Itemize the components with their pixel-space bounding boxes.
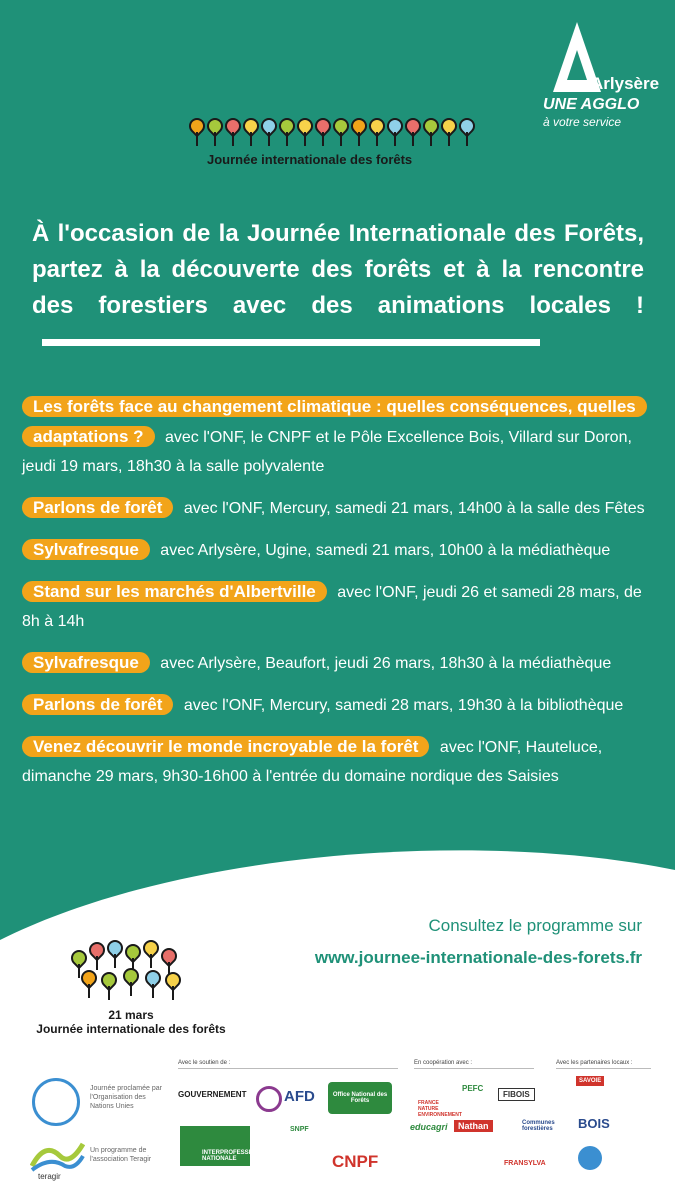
fibois-logo: FIBOIS bbox=[498, 1088, 535, 1101]
bottom-logo-title: Journée internationale des forêts bbox=[36, 1022, 226, 1036]
arlysere-agglo: UNE AGGLO bbox=[543, 96, 640, 113]
savoie-logo: SAVOIE bbox=[576, 1076, 604, 1086]
fransylva-logo: FRANSYLVA bbox=[504, 1160, 546, 1167]
onf-logo: Office National des Forêts bbox=[328, 1082, 392, 1114]
nathan-logo: Nathan bbox=[454, 1120, 493, 1132]
event-item bbox=[22, 577, 647, 636]
event-item bbox=[22, 690, 647, 720]
local-label: Avec les partenaires locaux : bbox=[556, 1060, 651, 1069]
event-details: avec Arlysère, Ugine, samedi 21 mars, 10h00 à la médiathèque bbox=[160, 542, 611, 559]
event-title: Stand sur les marchés d'Albertville bbox=[22, 581, 327, 602]
pole-excellence-bois-logo: BOIS bbox=[578, 1116, 610, 1131]
event-title: Venez découvrir le monde incroyable de la forêt bbox=[22, 736, 429, 757]
event-details: avec l'ONF, Mercury, samedi 21 mars, 14h00 à la salle des Fêtes bbox=[183, 500, 645, 517]
events-list bbox=[22, 392, 647, 803]
event-title: Parlons de forêt bbox=[22, 694, 173, 715]
intro-rule bbox=[42, 339, 540, 346]
event-details: avec l'ONF, le CNPF et le Pôle Excellence Bois, Villard sur Doron, jeudi 19 mars, 18h30 à la salle polyvalente bbox=[22, 429, 632, 475]
event-item bbox=[22, 535, 647, 565]
snpf-logo: SNPF bbox=[290, 1126, 309, 1133]
event-title: Parlons de forêt bbox=[22, 497, 173, 518]
header-title: Journée internationale des forêts bbox=[207, 152, 413, 167]
trees-illustration bbox=[185, 102, 485, 146]
event-details: avec Arlysère, Beaufort, jeudi 26 mars, 18h30 à la médiathèque bbox=[160, 655, 612, 672]
arlysere-name: Arlysère bbox=[591, 74, 660, 93]
event-item bbox=[22, 732, 647, 791]
bottom-logo-date: 21 mars bbox=[108, 1008, 154, 1022]
event-details: avec l'ONF, jeudi 26 et samedi 28 mars, de 8h à 14h bbox=[22, 584, 642, 630]
intro-text bbox=[32, 216, 644, 360]
arlysere-small-icon bbox=[578, 1146, 602, 1170]
event-item bbox=[22, 648, 647, 678]
trees-illustration bbox=[71, 928, 191, 1002]
fne-logo: FRANCE NATURE ENVIRONNEMENT bbox=[418, 1100, 462, 1118]
communes-forestieres-logo: Communes forestières bbox=[522, 1120, 555, 1132]
support-label: Avec le soutien de : bbox=[178, 1060, 398, 1069]
event-details: avec l'ONF, Mercury, samedi 28 mars, 19h30 à la bibliothèque bbox=[183, 697, 624, 714]
teragir-logo-icon bbox=[30, 1136, 85, 1174]
website-link[interactable]: www.journee-internationale-des-forets.fr bbox=[314, 948, 642, 967]
cnpf-logo: CNPF bbox=[332, 1152, 379, 1171]
event-title: Les forêts face au changement climatique : quelles conséquences, quelles adaptations ? bbox=[22, 396, 647, 447]
teragir-name: teragir bbox=[38, 1172, 61, 1181]
un-text: Journée proclamée par l'Organisation des Nations Unies bbox=[90, 1085, 162, 1110]
event-details: avec l'ONF, Hauteluce, dimanche 29 mars, 9h30-16h00 à l'entrée du domaine nordique des Saisies bbox=[22, 739, 603, 785]
arlysere-logo bbox=[533, 22, 660, 132]
event-title: Sylvafresque bbox=[22, 539, 150, 560]
partners-section bbox=[0, 1060, 675, 1200]
afd-ring-icon bbox=[256, 1086, 282, 1112]
jif-bottom-logo bbox=[26, 928, 236, 1036]
arlysere-service: à votre service bbox=[543, 115, 622, 129]
interprofession-logo: INTERPROFESSION NATIONALE bbox=[180, 1126, 250, 1166]
event-item bbox=[22, 493, 647, 523]
educagri-logo: educagri bbox=[410, 1122, 448, 1132]
afd-logo: AFD bbox=[284, 1088, 315, 1105]
intro-sentence: À l'occasion de la Journée Internationale des Forêts, partez à la découverte des forêts et à la rencontre des forestiers avec des animations locales ! bbox=[32, 220, 644, 319]
coop-label: En coopération avec : bbox=[414, 1060, 534, 1069]
event-title: Sylvafresque bbox=[22, 652, 150, 673]
jif-logo bbox=[185, 102, 485, 167]
un-logo-icon bbox=[32, 1078, 80, 1126]
teragir-text: Un programme de l'association Teragir bbox=[90, 1147, 152, 1163]
event-item bbox=[22, 392, 647, 481]
pefc-logo: PEFC bbox=[462, 1084, 484, 1093]
consult-text: Consultez le programme sur bbox=[428, 916, 642, 935]
gouvernement-logo: GOUVERNEMENT bbox=[178, 1090, 247, 1099]
